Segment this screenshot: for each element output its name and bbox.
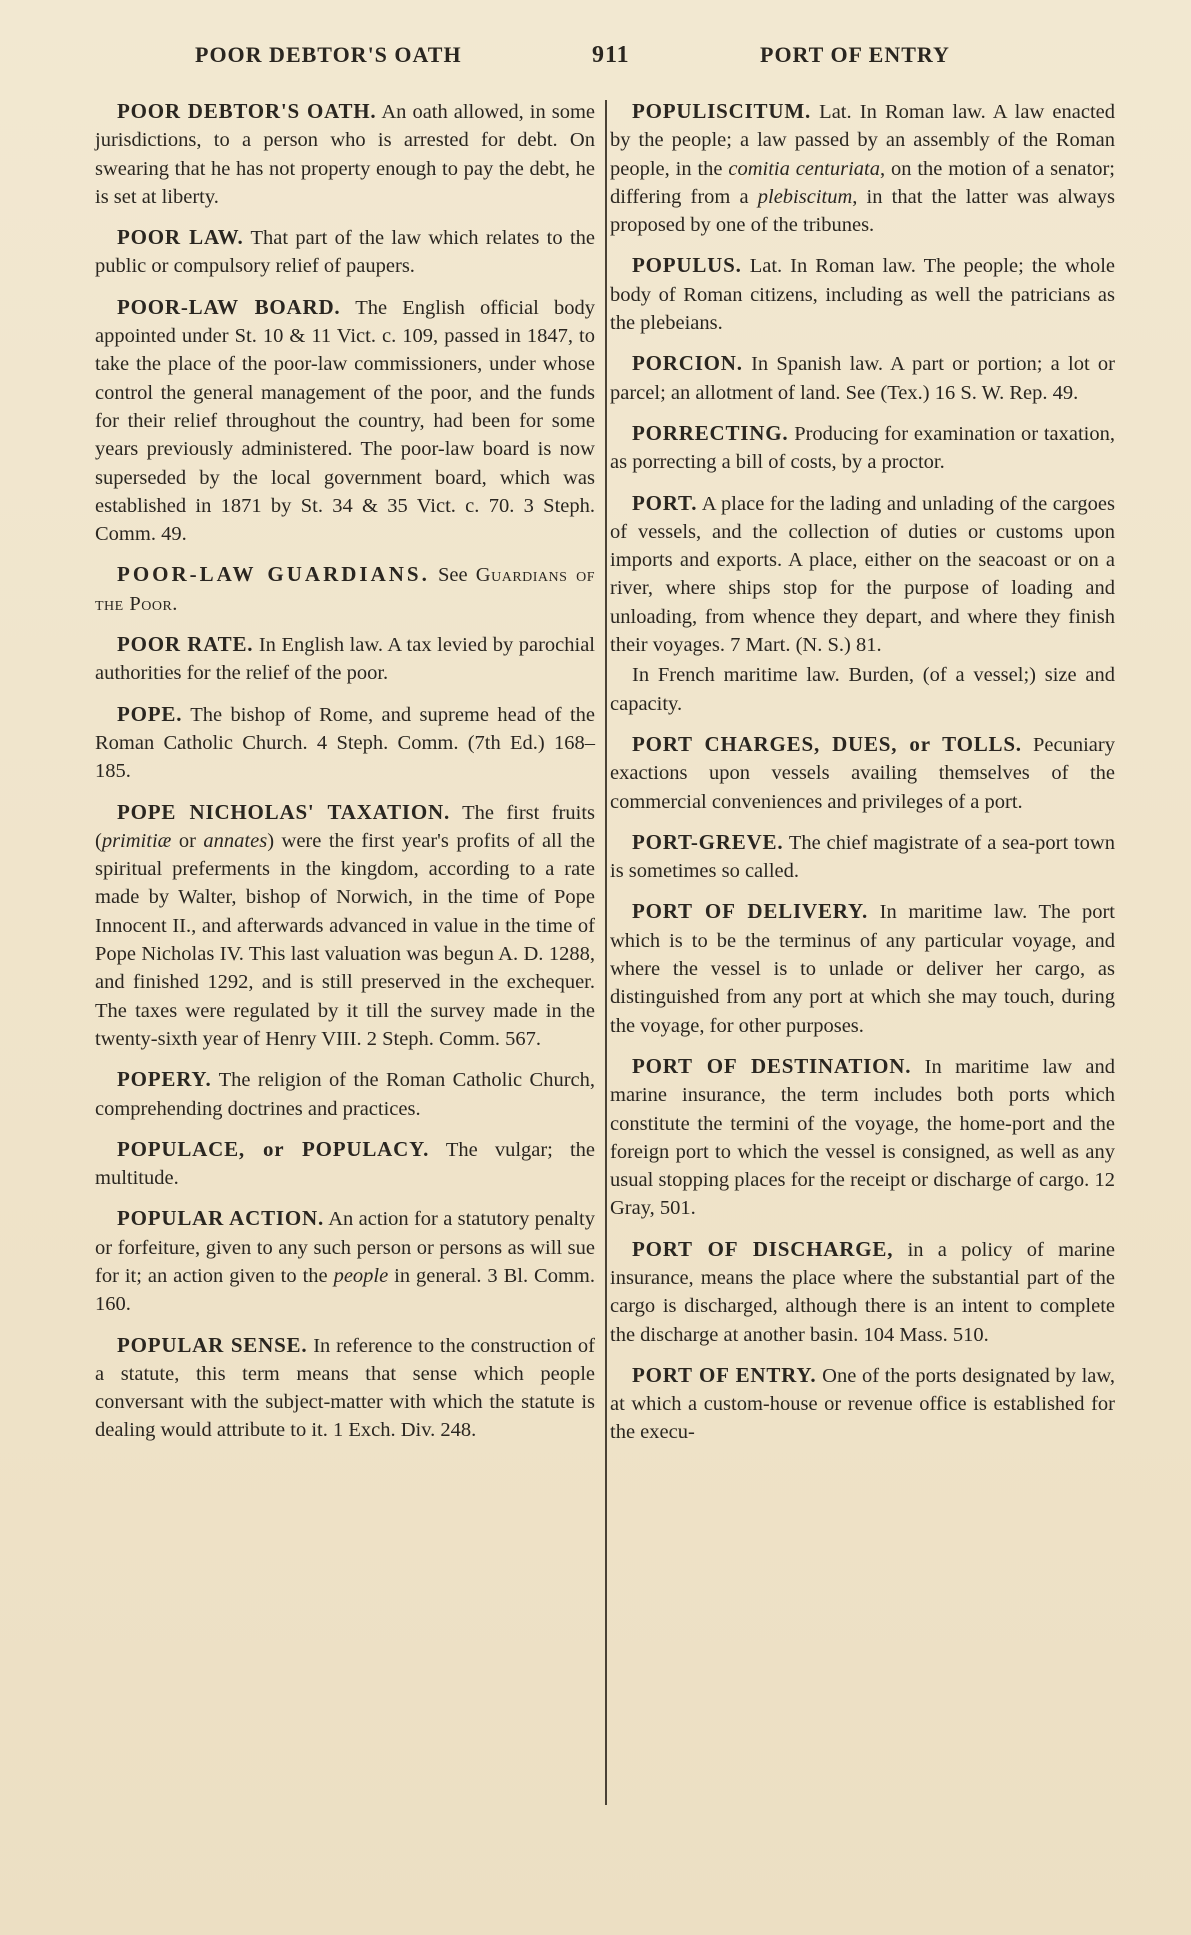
entry-term: PORCION. bbox=[632, 351, 743, 376]
entry-port-french-law bbox=[610, 661, 1115, 718]
entry-port-of-delivery bbox=[610, 897, 1115, 1039]
entry-popery bbox=[95, 1065, 595, 1123]
entry-text: An oath allowed, in some jurisdictions, to a person who is arrested for debt. On swearing that he has not property enough to pay the debt, he is set at liberty. bbox=[95, 101, 595, 208]
entry-term: POOR-LAW GUARDIANS. bbox=[117, 562, 430, 587]
entry-porcion bbox=[610, 349, 1115, 407]
right-column bbox=[610, 97, 1115, 1459]
entry-text: in a policy of marine insurance, means the place where the substantial part of the cargo is discharged, although there is an intent to complete the discharge at another basin. 104 Mass. 510. bbox=[610, 1238, 1115, 1346]
entry-italic: people bbox=[333, 1264, 389, 1287]
entry-italic: annates bbox=[203, 829, 268, 852]
entry-text: or bbox=[171, 829, 204, 852]
entry-term: POOR RATE. bbox=[117, 632, 254, 657]
entry-text: Pecuniary exactions upon vessels availing themselves of the commercial conveniences and privileges of a port. bbox=[610, 733, 1115, 813]
entry-term: POPULISCITUM. bbox=[632, 99, 811, 123]
entry-poor-law-board bbox=[95, 293, 595, 549]
page-number: 911 bbox=[592, 42, 630, 68]
entry-port-of-discharge bbox=[610, 1235, 1115, 1349]
entry-porrecting bbox=[610, 419, 1115, 477]
entry-popular-action bbox=[95, 1204, 595, 1318]
column-divider bbox=[605, 100, 607, 1805]
entry-text: The first fruits ( bbox=[95, 801, 596, 852]
entry-port-of-entry bbox=[610, 1361, 1115, 1447]
entry-text: In English law. A tax levied by parochial authorities for the relief of the poor. bbox=[95, 634, 595, 685]
entry-term: POPULAR SENSE. bbox=[117, 1332, 308, 1357]
entry-text: , in that the latter was always proposed by one of the tribunes. bbox=[610, 185, 1115, 237]
entry-text: In maritime law and marine insurance, the term includes both ports which constitute the termini of the voyage, the home-port and the foreign port to which the vessel is consigned, as well as any usual stopping places for the receipt or discharge of cargo. 12 Gray, 501. bbox=[610, 1055, 1115, 1220]
entry-text: The chief magistrate of a sea-port town is sometimes so called. bbox=[610, 831, 1115, 883]
entry-pope-nicholas-taxation bbox=[95, 798, 595, 1054]
entry-term: PORRECTING. bbox=[632, 420, 789, 445]
entry-text: In reference to the construction of a statute, this term means that sense which people conversant with the subject-matter with which the statute is dealing would attribute to it. 1 Exch. Div. 248. bbox=[95, 1334, 595, 1442]
entry-text: Lat. In Roman law. The people; the whole body of Roman citizens, including as well the patricians as the plebeians. bbox=[610, 255, 1115, 335]
entry-text: The English official body appointed under St. 10 & 11 Vict. c. 109, passed in 1847, to take the place of the poor-law commissioners, under whose control the general management of the poor, and the funds for their relief throughout the country, had been for some years previously administered. The poor-law board is now superseded by the local government board, which was established in 1871 by St. 34 & 35 Vict. c. 70. 3 Steph. Comm. 49. bbox=[95, 296, 595, 546]
entry-term: PORT CHARGES, DUES, or TOLLS. bbox=[632, 731, 1022, 756]
entry-port bbox=[610, 489, 1115, 660]
entry-term: POOR LAW. bbox=[117, 225, 244, 250]
entry-text: That part of the law which relates to the public or compulsory relief of paupers. bbox=[95, 227, 595, 278]
entry-populus bbox=[610, 251, 1115, 337]
entry-text: ) were the first year's profits of all the spiritual preferments in the kingdom, according to a rate made by Walter, bishop of Norwich, in the time of Pope Innocent II., and afterwards advanced in value in the time of Pope Nicholas IV. This last valuation was begun A. D. 1288, and finished 1292, and is still preserved in the exchequer. The taxes were regulated by it till the survey made in the twenty-sixth year of Henry VIII. 2 Steph. Comm. 567. bbox=[95, 829, 595, 1050]
entry-term: PORT-GREVE. bbox=[632, 829, 784, 854]
entry-text: In French maritime law. Burden, (of a vessel;) size and capacity. bbox=[610, 664, 1115, 715]
entry-text: An action for a statutory penalty or forfeiture, given to any such person or persons as will sue for it; an action given to the bbox=[95, 1208, 595, 1287]
entry-term: POPE. bbox=[117, 701, 183, 726]
entry-poor-rate bbox=[95, 630, 595, 688]
entry-text: The religion of the Roman Catholic Church, comprehending doctrines and practices. bbox=[95, 1069, 595, 1120]
entry-text: A place for the lading and unlading of the cargoes of vessels, and the collection of duties or customs upon imports and exports. A place, either on the seacoast or on a river, where ships stop for the purpose of loading and unloading, from whence they depart, and where they finish their voyages. 7 Mart. (N. S.) 81. bbox=[610, 492, 1116, 657]
entry-term: PORT. bbox=[632, 490, 698, 515]
entry-term: POPE NICHOLAS' TAXATION. bbox=[117, 799, 451, 824]
entry-term: POPERY. bbox=[117, 1067, 212, 1092]
entry-text: See bbox=[438, 564, 468, 587]
entry-poor-law bbox=[95, 223, 595, 281]
left-column bbox=[95, 97, 595, 1457]
entry-text: Lat. In Roman law. A law enacted by the people; a law passed by an assembly of the Roman people, in the bbox=[610, 101, 1115, 180]
entry-term: PORT OF ENTRY. bbox=[632, 1362, 817, 1387]
entry-term: POPULUS. bbox=[632, 253, 742, 278]
running-header-right: PORT OF ENTRY bbox=[760, 42, 950, 67]
entry-italic: plebiscitum bbox=[757, 185, 853, 208]
entry-pope bbox=[95, 700, 595, 786]
entry-term: POPULACE, or POPULACY. bbox=[117, 1136, 430, 1161]
entry-term: POOR-LAW BOARD. bbox=[117, 294, 341, 319]
entry-text: The bishop of Rome, and supreme head of the Roman Catholic Church. 4 Steph. Comm. (7th Ed.) 168–185. bbox=[95, 703, 595, 783]
entry-populace bbox=[95, 1135, 595, 1193]
entry-term: PORT OF DESTINATION. bbox=[632, 1053, 912, 1078]
cross-reference: Guardians of the Poor. bbox=[95, 564, 595, 615]
entry-term: PORT OF DISCHARGE, bbox=[632, 1236, 894, 1261]
entry-italic: comitia centuriata bbox=[728, 157, 880, 180]
entry-term: POOR DEBTOR'S OATH. bbox=[117, 99, 377, 123]
entry-term: PORT OF DELIVERY. bbox=[632, 899, 869, 924]
entry-poor-law-guardians bbox=[95, 560, 595, 618]
entry-popular-sense bbox=[95, 1331, 595, 1445]
entry-text: The vulgar; the multitude. bbox=[95, 1138, 595, 1190]
entry-text: In Spanish law. A part or portion; a lot or parcel; an allotment of land. See (Tex.) 16 S. W. Rep. 49. bbox=[610, 353, 1115, 404]
entry-populiscitum bbox=[610, 97, 1115, 239]
entry-port-greve bbox=[610, 828, 1115, 886]
running-header-left: POOR DEBTOR'S OATH bbox=[195, 42, 462, 67]
entry-italic: primitiæ bbox=[101, 829, 172, 852]
entry-text: Producing for examination or taxation, as porrecting a bill of costs, by a proctor. bbox=[610, 422, 1116, 474]
entry-poor-debtors-oath bbox=[95, 97, 595, 211]
entry-term: POPULAR ACTION. bbox=[117, 1206, 325, 1231]
entry-text: in general. 3 Bl. Comm. 160. bbox=[95, 1264, 595, 1316]
entry-text: , on the motion of a senator; differing from a bbox=[610, 157, 1115, 208]
entry-port-of-destination bbox=[610, 1052, 1115, 1223]
entry-port-charges bbox=[610, 730, 1115, 816]
entry-text: In maritime law. The port which is to be the terminus of any particular voyage, and where the vessel is to unlade or deliver her cargo, as distinguished from any port at which she may touch, during the voyage, for other purposes. bbox=[610, 901, 1115, 1037]
entry-text: One of the ports designated by law, at which a custom-house or revenue office is established for the execu- bbox=[610, 1364, 1115, 1444]
